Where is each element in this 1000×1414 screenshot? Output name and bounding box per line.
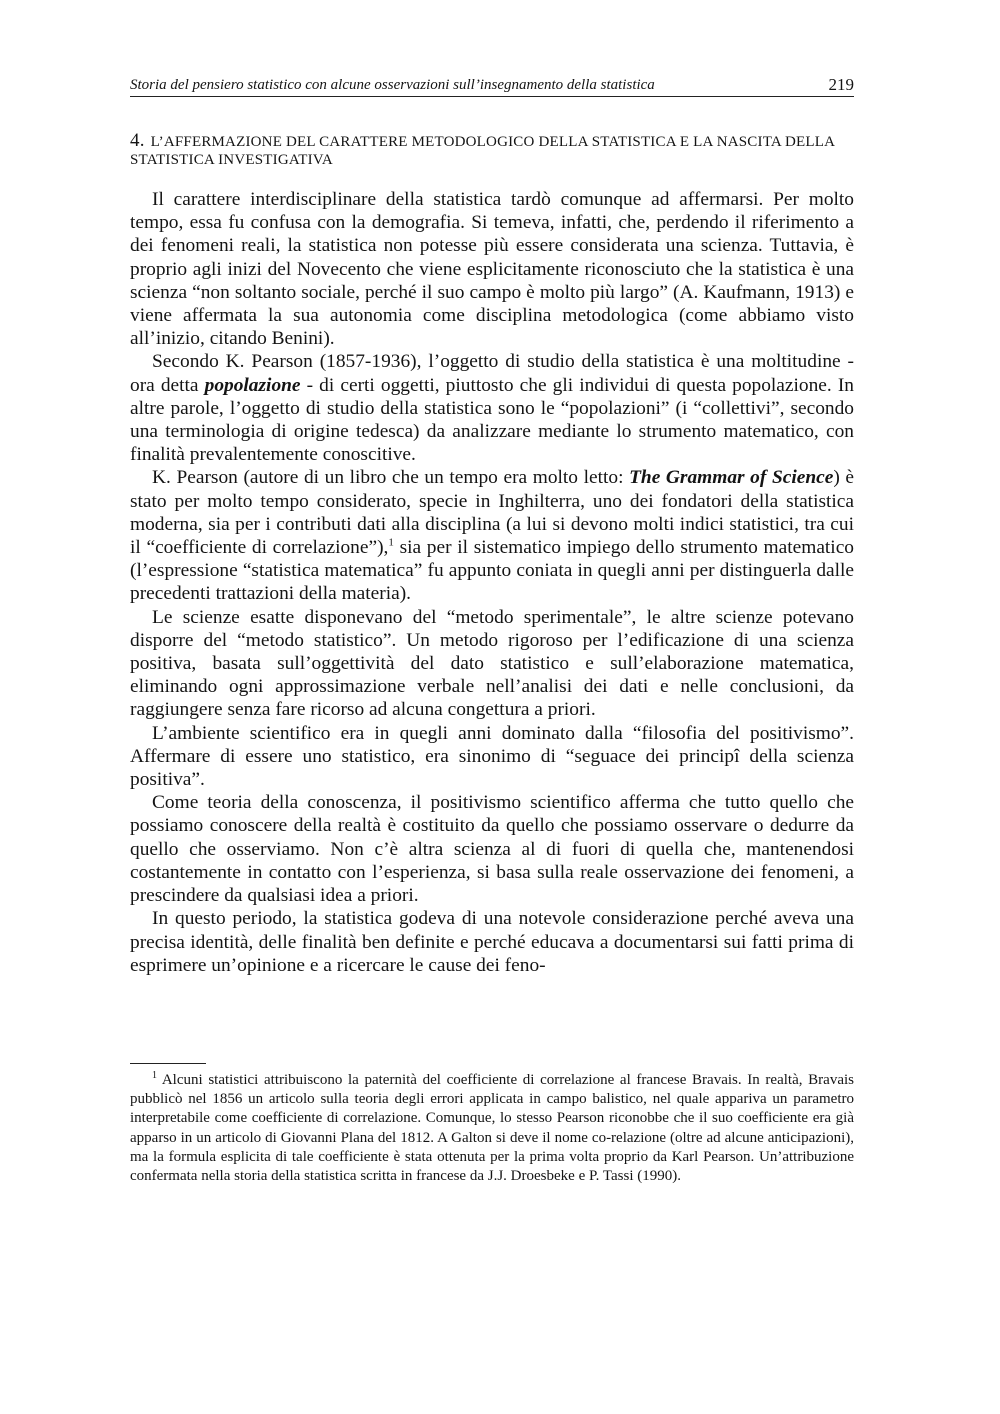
footnote: [130, 1071, 854, 1186]
paragraph-2-text-b: - di certi oggetti, piuttosto che gli individui di questa popolazione. In altre parole, l’oggetto di studio della statistica sono le “popolazioni” (i “collettivi”, secondo una terminologia di origine tedesca) da analizzare mediante lo strumento matematico, con finalità prevalentemente conoscitive.: [130, 374, 855, 466]
footnote-text: Alcuni statistici attribuiscono la paternità del coefficiente di correlazione al francese Bravais. In realtà, Bravais pubblicò nel 1856 un articolo sulla teoria degli errori applicata in campo balistico, nel quale appariva un parametro interpretabile come coefficiente di correlazione. Comunque, lo stesso Pearson riconobbe che il suo coefficiente era già apparso in un articolo di Giovanni Plana del 1812. A Galton si deve il nome co-relazione (oltre ad alcune anticipazioni), ma la formula esplicita di tale coefficiente è stata ottenuta per la prima volta proprio da Karl Pearson. Un’attribuzione confermata nella storia della statistica scritta in francese da J.J. Droesbeke e P. Tassi (1990).: [130, 1072, 854, 1185]
paragraph-3-text-a: K. Pearson (autore di un libro che un tempo era molto letto:: [152, 467, 630, 489]
paragraph-3-text-c: sia per il sistematico impiego dello strumento matematico (l’espressione “statistica matematica” fu appunto coniata in quegli anni per distinguerla dalle precedenti trattazioni della materia).: [130, 537, 855, 605]
running-header: [130, 76, 854, 97]
paragraph-2-text-a: Secondo K. Pearson (1857-1936), l’oggetto di studio della statistica è una moltitudine - ora detta: [130, 351, 854, 396]
paragraph-2: [130, 350, 854, 466]
page-number: 219: [828, 75, 854, 94]
section-title: L’AFFERMAZIONE DEL CARATTERE METODOLOGICO DELLA STATISTICA E LA NASCITA DELLA STATISTICA INVESTIGATIVA: [130, 134, 835, 168]
section-heading: [130, 132, 854, 169]
running-title: Storia del pensiero statistico con alcune osservazioni sull’insegnamento della statistica: [130, 77, 655, 93]
paragraph-3-text-b: ) è stato per molto tempo considerato, specie in Inghilterra, uno dei fondatori della statistica moderna, sia per i contributi dati alla disciplina (a lui si devono molti indici statistici, tra cui il “coefficiente di correlazione”),: [130, 467, 854, 559]
footnote-separator: [130, 1063, 206, 1064]
paragraph-4: Le scienze esatte disponevano del “metodo sperimentale”, le altre scienze potevano disporre del “metodo statistico”. Un metodo rigoroso per l’edificazione di una scienza positiva, basata sull’oggettività del dato statistico e sull’elaborazione matematica, eliminando ogni approssimazione verbale nell’analisi dei dati e nelle conclusioni, da raggiungere senza fare ricorso ad alcuna congettura a priori.: [130, 606, 854, 721]
footnote-reference[interactable]: 1: [388, 536, 394, 549]
footnote-paragraph: [130, 1071, 854, 1186]
body-text: [130, 188, 854, 977]
paragraph-3: [130, 466, 854, 605]
paragraph-1: Il carattere interdisciplinare della statistica tardò comunque ad affermarsi. Per molto tempo, essa fu confusa con la demografia. Si temeva, infatti, che, perdendo il riferimento a dei fenomeni reali, la statistica non potesse più essere considerata una scienza. Tuttavia, è proprio agli inizi del Novecento che viene esplicitamente riconosciuto che la statistica è una scienza “non soltanto sociale, perché il suo campo è molto più largo” (A. Kaufmann, 1913) e viene affermata la sua autonomia come disciplina metodologica (come abbiamo visto all’inizio, citando Benini).: [130, 189, 854, 350]
paragraph-6: Come teoria della conoscenza, il positivismo scientifico afferma che tutto quello che possiamo conoscere della realtà è costituito da quello che possiamo osservare o dedurre da quello che osserviamo. Non c’è altra scienza al di fuori di quella che, mantenendosi costantemente in contatto con l’esperienza, si basa sulla reale osservazione dei fenomeni, a prescindere da qualsiasi idea a priori.: [130, 792, 854, 907]
paragraph-5: L’ambiente scientifico era in quegli anni dominato dalla “filosofia del positivismo”. Affermare di essere uno statistico, era sinonimo di “seguace dei principî della scienza positiva”.: [130, 722, 854, 791]
page: [130, 0, 854, 1414]
section-number: 4.: [130, 130, 145, 151]
book-title: The Grammar of Science: [629, 467, 834, 489]
paragraph-7: In questo periodo, la statistica godeva di una notevole considerazione perché aveva una precisa identità, delle finalità ben definite e perché educava a documentarsi sui fatti prima di esprimere un’opinione e a ricercare le cause dei feno-: [130, 908, 854, 976]
footnote-marker: 1: [152, 1070, 157, 1081]
key-term-popolazione: popolazione: [204, 374, 301, 396]
